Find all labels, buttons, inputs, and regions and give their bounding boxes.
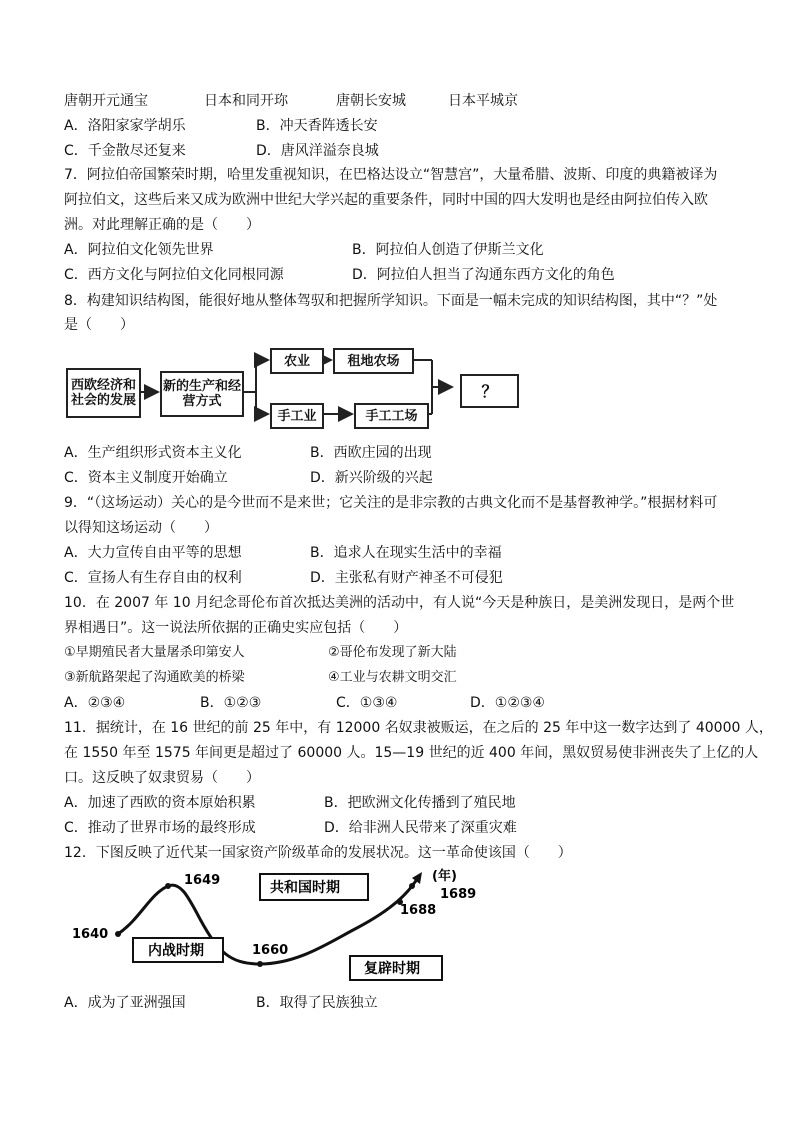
- q8-stem-line-2: 是（ ）: [64, 317, 134, 333]
- q6-option-d: D．唐风洋溢奈良城: [256, 143, 379, 159]
- q12-option-b: B．取得了民族独立: [256, 995, 378, 1011]
- q12-option-a: A．成为了亚洲强国: [64, 995, 186, 1011]
- period-civil-war: 内战时期: [148, 943, 204, 959]
- dot-1660: [257, 961, 263, 967]
- diagram-box-agriculture: 农业: [270, 348, 324, 374]
- q11-option-b: B．把欧洲文化传播到了殖民地: [324, 795, 516, 811]
- dot-1649: [165, 883, 171, 889]
- year-label-1660: 1660: [252, 943, 289, 958]
- q12-timeline-curve: [60, 864, 480, 986]
- diagram-box-west-europe-development: 西欧经济和社会的发展: [66, 368, 141, 418]
- q9-option-a: A．大力宣传自由平等的思想: [64, 545, 242, 561]
- q9-option-c: C．宣扬人有生存自由的权利: [64, 570, 242, 586]
- diagram-box-new-production-methods: 新的生产和经营方式: [160, 371, 244, 417]
- unit-label: (年): [432, 869, 457, 884]
- q9-option-b: B．追求人在现实生活中的幸福: [310, 545, 502, 561]
- q8-option-b: B．西欧庄园的出现: [310, 445, 432, 461]
- q8-option-d: D．新兴阶级的兴起: [310, 470, 433, 486]
- q9-stem-line-1: 9．“（这场运动）关心的是今世而不是来世；它关注的是非宗教的古典文化而不是基督教神学。”根据材料可: [64, 495, 718, 511]
- q10-stem-line-1: 10．在 2007 年 10 月纪念哥伦布首次抵达美洲的活动中，有人说“今天是种族日，是美洲发现日，是两个世: [64, 595, 735, 611]
- q10-item-3: ③新航路架起了沟通欧美的桥梁: [64, 670, 245, 685]
- q9-stem-line-2: 以得知这场运动（ ）: [64, 520, 218, 536]
- diagram-box-handicraft: 手工业: [270, 403, 324, 429]
- diagram-box-question-mark: ？: [460, 374, 519, 408]
- q10-option-a: A．②③④: [64, 695, 126, 711]
- image-caption-3: 唐朝长安城: [336, 93, 406, 109]
- year-label-1649: 1649: [184, 873, 221, 888]
- q6-option-b: B．冲天香阵透长安: [256, 118, 378, 134]
- q7-stem-line-3: 洲。对此理解正确的是（ ）: [64, 217, 260, 233]
- q10-item-4: ④工业与农耕文明交汇: [328, 670, 457, 685]
- q7-option-c: C．西方文化与阿拉伯文化同根同源: [64, 267, 284, 283]
- q8-option-a: A．生产组织形式资本主义化: [64, 445, 242, 461]
- q11-stem-line-3: 口。这反映了奴隶贸易（ ）: [64, 770, 260, 786]
- q7-option-b: B．阿拉伯人创造了伊斯兰文化: [352, 242, 544, 258]
- q8-option-c: C．资本主义制度开始确立: [64, 470, 228, 486]
- q11-option-c: C．推动了世界市场的最终形成: [64, 820, 256, 836]
- q7-option-d: D．阿拉伯人担当了沟通东西方文化的角色: [352, 267, 615, 283]
- year-label-1640: 1640: [72, 927, 109, 942]
- dot-1640: [115, 931, 121, 937]
- q7-option-a: A．阿拉伯文化领先世界: [64, 242, 214, 258]
- diagram-box-workshop: 手工工场: [354, 403, 429, 429]
- q12-stem-line-1: 12．下图反映了近代某一国家资产阶级革命的发展状况。这一革命使该国（ ）: [64, 845, 572, 861]
- q11-option-d: D．给非洲人民带来了深重灾难: [324, 820, 517, 836]
- q10-stem-line-2: 界相遇日”。这一说法所依据的正确史实应包括（ ）: [64, 620, 408, 636]
- q6-option-c: C．千金散尽还复来: [64, 143, 186, 159]
- q10-option-c: C．①③④: [336, 695, 398, 711]
- image-caption-4: 日本平城京: [448, 93, 518, 109]
- q10-item-1: ①早期殖民者大量屠杀印第安人: [64, 645, 245, 660]
- image-caption-2: 日本和同开珎: [204, 93, 288, 109]
- period-restoration: 复辟时期: [364, 961, 420, 977]
- q10-option-d: D．①②③④: [470, 695, 545, 711]
- period-republic: 共和国时期: [270, 880, 340, 896]
- q11-option-a: A．加速了西欧的资本原始积累: [64, 795, 256, 811]
- dot-1689: [409, 883, 415, 889]
- image-caption-1: 唐朝开元通宝: [64, 93, 148, 109]
- year-label-1688: 1688: [400, 903, 437, 918]
- q10-item-2: ②哥伦布发现了新大陆: [328, 645, 457, 660]
- year-label-1689: 1689: [440, 887, 477, 902]
- q11-stem-line-1: 11．据统计，在 16 世纪的前 25 年中，有 12000 名奴隶被贩运，在之后的 25 年中这一数字达到了 40000 人，: [64, 720, 773, 736]
- q6-option-a: A．洛阳家家学胡乐: [64, 118, 186, 134]
- q9-option-d: D．主张私有财产神圣不可侵犯: [310, 570, 503, 586]
- diagram-box-tenant-farm: 租地农场: [333, 348, 414, 374]
- q8-stem-line-1: 8．构建知识结构图，能很好地从整体驾驭和把握所学知识。下面是一幅未完成的知识结构图，其中“？”处: [64, 293, 718, 309]
- q10-option-b: B．①②③: [200, 695, 262, 711]
- q7-stem-line-2: 阿拉伯文，这些后来又成为欧洲中世纪大学兴起的重要条件，同时中国的四大发明也是经由阿拉伯传入欧: [64, 192, 708, 208]
- q11-stem-line-2: 在 1550 年至 1575 年间更是超过了 60000 人。15—19 世纪的近 400 年间，黑奴贸易使非洲丧失了上亿的人: [64, 745, 759, 761]
- q7-stem-line-1: 7．阿拉伯帝国繁荣时期，哈里发重视知识，在巴格达设立“智慧宫”，大量希腊、波斯、印度的典籍被译为: [64, 167, 718, 183]
